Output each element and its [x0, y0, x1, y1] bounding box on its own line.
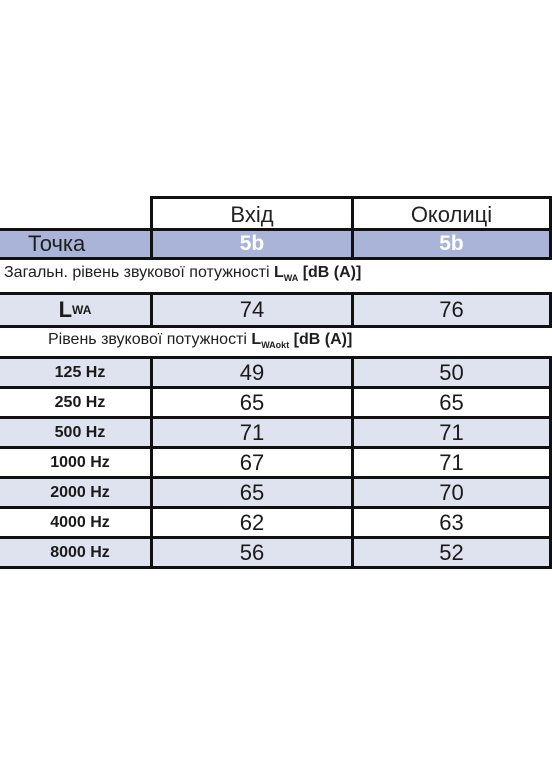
band-surroundings-value: 65 — [351, 389, 552, 416]
table-row — [0, 476, 552, 506]
total-caption-symbol: L — [273, 264, 284, 281]
band-surroundings-value: 70 — [351, 479, 552, 506]
band-entry-value: 67 — [150, 449, 351, 476]
band-frequency: 500 Hz — [54, 423, 106, 441]
point-surroundings-value: 5b — [351, 231, 552, 257]
band-frequency: 8000 Hz — [50, 543, 110, 561]
band-surroundings-value: 71 — [351, 449, 552, 476]
band-entry-value: 62 — [150, 509, 351, 536]
lwa-entry-value: 74 — [150, 295, 351, 325]
total-caption-symbol-sub: WA — [283, 273, 299, 284]
table-row — [0, 416, 552, 446]
table-row — [0, 446, 552, 476]
column-header-entry: Вхід — [150, 196, 351, 228]
band-frequency: 250 Hz — [54, 393, 106, 411]
lwa-surroundings-value: 76 — [351, 295, 552, 325]
table-row — [0, 536, 552, 569]
band-surroundings-value: 52 — [351, 539, 552, 566]
total-caption-text: Загальн. рівень звукової потужності — [4, 264, 274, 281]
band-entry-value: 65 — [150, 479, 351, 506]
table-row — [0, 506, 552, 536]
octave-caption-symbol-sub: WAokt — [261, 340, 290, 351]
band-entry-value: 71 — [150, 419, 351, 446]
octave-caption-unit: [dB (A)] — [289, 331, 353, 348]
lwa-symbol: L — [58, 297, 73, 322]
band-entry-value: 56 — [150, 539, 351, 566]
band-frequency: 1000 Hz — [50, 453, 110, 471]
band-entry-value: 49 — [150, 359, 351, 386]
octave-power-caption — [48, 331, 352, 350]
band-frequency: 4000 Hz — [50, 513, 110, 531]
point-entry-value: 5b — [150, 231, 351, 257]
octave-caption-symbol: L — [251, 331, 262, 348]
band-surroundings-value: 63 — [351, 509, 552, 536]
octave-caption-text: Рівень звукової потужності — [48, 331, 252, 348]
point-row — [0, 228, 552, 260]
lwa-symbol-sub: WA — [72, 303, 92, 317]
lwa-row — [0, 292, 552, 328]
band-surroundings-value: 71 — [351, 419, 552, 446]
table-row — [0, 356, 552, 386]
column-header-surroundings: Околиці — [351, 196, 552, 228]
band-surroundings-value: 50 — [351, 359, 552, 386]
point-label: Точка — [28, 231, 86, 256]
table-header-row — [0, 196, 552, 228]
total-caption-unit: [dB (A)] — [298, 264, 362, 281]
band-entry-value: 65 — [150, 389, 351, 416]
octave-band-rows — [0, 356, 552, 569]
lwa-label — [0, 295, 150, 325]
table-row — [0, 386, 552, 416]
total-power-caption — [4, 264, 361, 283]
band-frequency: 2000 Hz — [50, 483, 110, 501]
band-frequency: 125 Hz — [54, 363, 106, 381]
